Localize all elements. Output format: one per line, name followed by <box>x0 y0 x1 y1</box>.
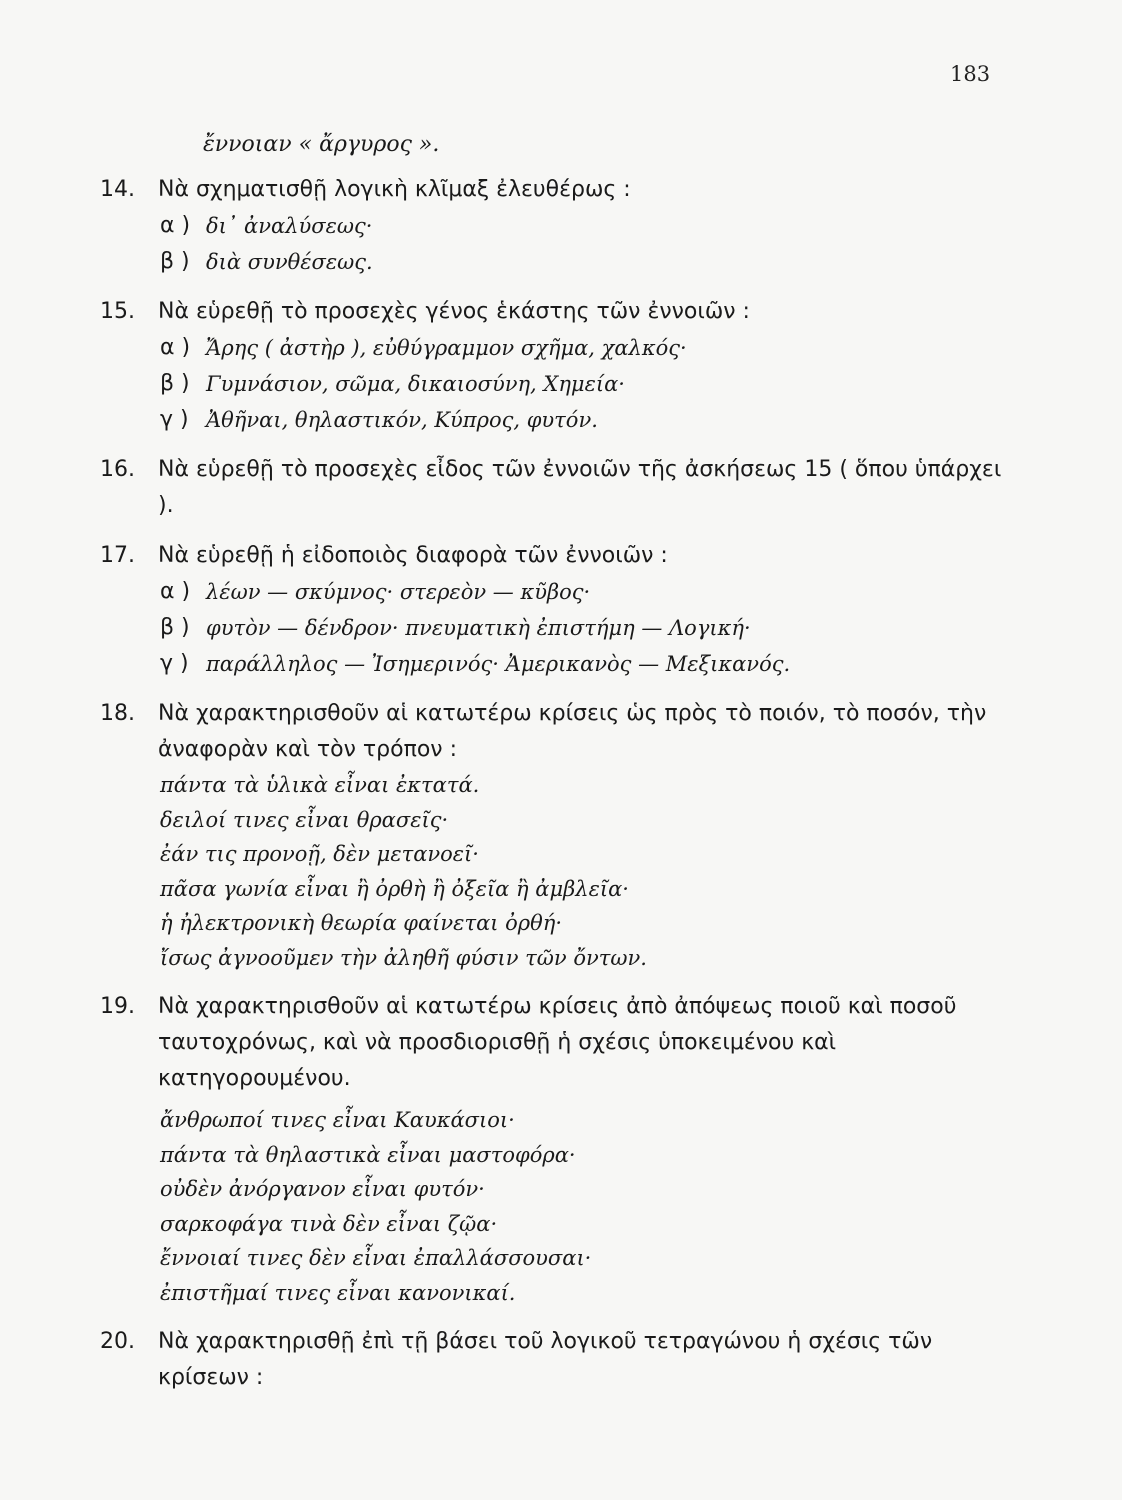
exercise-15 <box>100 294 1020 438</box>
item-label: α ) <box>160 335 191 360</box>
item-text: Ἄρης ( ἀστὴρ ), εὐθύγραμμον σχῆμα, χαλκός· <box>206 336 687 360</box>
exercise-prompt: Νὰ χαρακτηρισθῇ ἐπὶ τῇ βάσει τοῦ λογικοῦ τετραγώνου ἡ σχέσις τῶν κρίσεων : <box>158 1329 933 1390</box>
judgment-line: ἴσως ἀγνοοῦμεν τὴν ἀληθῆ φύσιν τῶν ὄντων. <box>160 945 647 970</box>
exercise-14 <box>100 172 1020 280</box>
exercise-number: 14. <box>100 177 135 202</box>
item-text: Γυμνάσιον, σῶμα, δικαιοσύνη, Χημεία· <box>206 372 625 396</box>
item-label: β ) <box>160 615 190 640</box>
judgment-line: σαρκοφάγα τινὰ δὲν εἶναι ζῷα· <box>160 1211 498 1236</box>
exercise-prompt: Νὰ εὑρεθῇ τὸ προσεχὲς γένος ἑκάστης τῶν ἐννοιῶν : <box>158 299 750 324</box>
exercise-item <box>160 330 1020 366</box>
exercise-item <box>160 610 1020 646</box>
item-label: γ ) <box>160 651 189 676</box>
exercise-number: 16. <box>100 457 135 482</box>
item-text: διὰ συνθέσεως. <box>206 250 373 274</box>
judgment-line: ἐπιστῆμαί τινες εἶναι κανονικαί. <box>160 1280 516 1305</box>
judgment-line: ἡ ἠλεκτρονικὴ θεωρία φαίνεται ὀρθή· <box>160 911 563 935</box>
exercise-prompt: Νὰ εὑρεθῇ τὸ προσεχὲς εἶδος τῶν ἐννοιῶν τῆς ἀσκήσεως 15 ( ὅπου ὑπάρχει ). <box>158 457 1002 518</box>
judgment-line: οὐδὲν ἀνόργανον εἶναι φυτόν· <box>160 1177 485 1201</box>
item-label: α ) <box>160 213 191 238</box>
judgment-line: πάντα τὰ θηλαστικὰ εἶναι μαστοφόρα· <box>160 1142 576 1167</box>
exercise-number: 17. <box>100 543 135 568</box>
exercise-prompt: Νὰ εὑρεθῇ ἡ εἰδοποιὸς διαφορὰ τῶν ἐννοιῶν : <box>158 543 668 568</box>
judgment-line: πᾶσα γωνία εἶναι ἢ ὀρθὴ ἢ ὀξεῖα ἢ ἀμβλεῖα· <box>160 876 629 901</box>
exercise-item <box>160 244 1020 280</box>
judgment-line: δειλοί τινες εἶναι θρασεῖς· <box>160 807 449 832</box>
exercise-list <box>100 128 1020 1396</box>
exercise-item <box>160 646 1020 682</box>
item-text: Ἀθῆναι, θηλαστικόν, Κύπρος, φυτόν. <box>206 408 598 432</box>
exercise-number: 20. <box>100 1329 135 1354</box>
exercise-item <box>160 402 1020 438</box>
exercise-prompt: Νὰ χαρακτηρισθοῦν αἱ κατωτέρω κρίσεις ὡς πρὸς τὸ ποιόν, τὸ ποσόν, τὴν ἀναφορὰν καὶ τὸν τρόπον : <box>158 701 987 762</box>
exercise-item <box>160 366 1020 402</box>
exercise-number: 18. <box>100 701 135 726</box>
item-text: φυτὸν — δένδρον· πνευματικὴ ἐπιστήμη — Λογική· <box>206 616 751 640</box>
exercise-18 <box>100 696 1020 975</box>
exercise-20 <box>100 1324 1020 1396</box>
item-label: β ) <box>160 371 190 396</box>
exercise-item <box>160 574 1020 610</box>
item-label: α ) <box>160 579 191 604</box>
judgment-line: πάντα τὰ ὑλικὰ εἶναι ἐκτατά. <box>160 773 480 797</box>
exercise-item <box>160 208 1020 244</box>
exercise-number: 19. <box>100 994 135 1019</box>
item-label: γ ) <box>160 407 189 432</box>
item-text: δι᾽ ἀναλύσεως· <box>206 214 373 238</box>
exercise-17 <box>100 538 1020 682</box>
exercise-19 <box>100 989 1020 1310</box>
exercise-16 <box>100 452 1020 524</box>
judgment-line: ἄνθρωποί τινες εἶναι Καυκάσιοι· <box>160 1108 515 1132</box>
item-text: παράλληλος — Ἰσημερινός· Ἀμερικανὸς — Μεξικανός. <box>206 652 791 676</box>
judgment-line: ἔννοιαί τινες δὲν εἶναι ἐπαλλάσσουσαι· <box>160 1246 592 1270</box>
item-text: λέων — σκύμνος· στερεὸν — κῦβος· <box>206 580 591 604</box>
exercise-prompt: Νὰ σχηματισθῇ λογικὴ κλῖμαξ ἐλευθέρως : <box>158 177 631 202</box>
item-label: β ) <box>160 249 190 274</box>
continuation-line: ἔννοιαν « ἄργυρος ». <box>203 132 440 157</box>
page-number: 183 <box>950 62 991 86</box>
exercise-number: 15. <box>100 299 135 324</box>
exercise-prompt: Νὰ χαρακτηρισθοῦν αἱ κατωτέρω κρίσεις ἀπὸ ἀπόψεως ποιοῦ καὶ ποσοῦ ταυτοχρόνως, καὶ νὰ προσδιορισθῇ ἡ σχέσις ὑποκειμένου καὶ κατηγορουμένου. <box>158 994 957 1091</box>
judgment-line: ἐάν τις προνοῇ, δὲν μετανοεῖ· <box>160 842 479 866</box>
